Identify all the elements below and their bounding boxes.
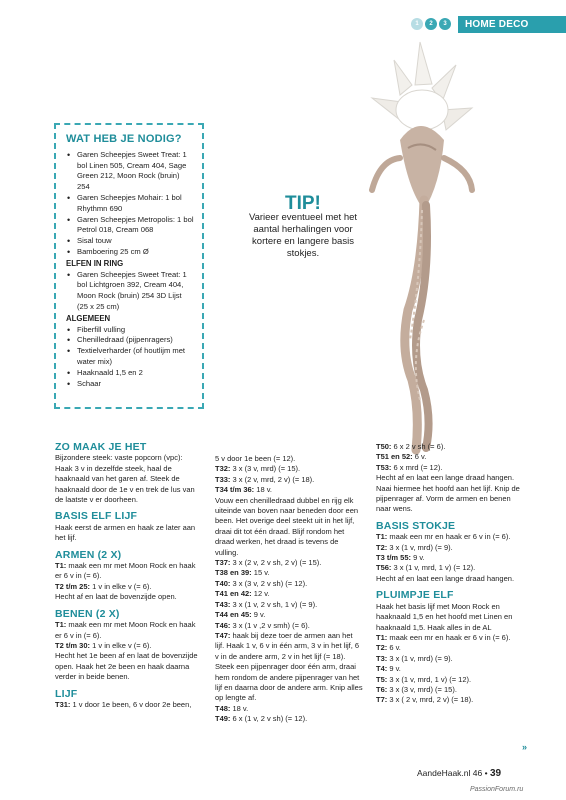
section-heading: BENEN (2 X) bbox=[55, 607, 120, 620]
row-label: T4: bbox=[376, 664, 388, 674]
list-item: • Fiberfill vulling bbox=[66, 325, 194, 336]
row-label: T32: bbox=[215, 464, 231, 474]
row-instruction bbox=[376, 695, 522, 705]
row-text: 3 x (3 v, 2 v sh) (= 12). bbox=[230, 578, 308, 588]
row-instruction bbox=[215, 589, 363, 599]
row-text: 3 x (1 v, mrd, 1 v) (= 12). bbox=[391, 563, 476, 573]
list-item: • Chenilledraad (pijpenragers) bbox=[66, 335, 194, 346]
row-label: T56: bbox=[376, 563, 392, 573]
materials-box bbox=[54, 123, 204, 409]
row-instruction bbox=[55, 700, 201, 710]
section-heading: BASIS STOKJE bbox=[376, 519, 456, 532]
row-text: maak een mr en haak er 6 v in (= 6). bbox=[387, 632, 511, 642]
row-text: 3 x (1 v, mrd) (= 9). bbox=[387, 653, 453, 663]
row-instruction bbox=[376, 463, 522, 473]
paragraph: Haak eerst de armen en haak ze later aan het lijf. bbox=[55, 522, 196, 543]
row-text: maak een mr met Moon Rock en haak er 6 v in (= 6). bbox=[55, 561, 196, 581]
section-heading: ARMEN (2 X) bbox=[55, 548, 122, 561]
row-text: 6 x (1 v, 2 v sh) (= 12). bbox=[230, 714, 308, 724]
list-item: • Haaknaald 1,5 en 2 bbox=[66, 368, 194, 379]
row-instruction bbox=[376, 442, 522, 452]
row-label: T38 en 39: bbox=[215, 568, 252, 578]
row-label: T7: bbox=[376, 695, 388, 705]
row-instruction bbox=[215, 600, 363, 610]
paragraph: Hecht het 1e been af en laat de bovenzijde open. Haak het 2e been en haak daarna verder in beide benen. bbox=[55, 651, 198, 682]
row-instruction bbox=[376, 685, 522, 695]
row-text: 6 x 2 v sh (= 6). bbox=[391, 442, 446, 451]
section-heading: PLUIMPJE ELF bbox=[376, 589, 454, 602]
row-text: 9 v. bbox=[251, 610, 266, 620]
materials-list bbox=[66, 150, 194, 258]
row-instruction bbox=[55, 582, 201, 592]
row-text: 1 v in elke v (= 6). bbox=[90, 640, 152, 650]
row-label: T47: bbox=[215, 630, 231, 640]
row-instruction bbox=[215, 714, 363, 724]
row-label: T33: bbox=[215, 474, 231, 484]
paragraph: Hecht af en laat een lange draad hangen. Naai hiermee het hoofd aan het lijf. Knip de pijpenrager af. Vorm de armen en benen naar wens. bbox=[376, 473, 520, 514]
row-instruction bbox=[215, 621, 363, 631]
continue-arrow-icon: » bbox=[522, 742, 528, 752]
row-text: 18 v. bbox=[254, 485, 272, 495]
section-heading: BASIS ELF LIJF bbox=[55, 510, 138, 523]
row-instruction bbox=[376, 664, 522, 674]
row-instruction bbox=[55, 641, 201, 651]
row-text: 3 x (2 v, mrd, 2 v) (= 18). bbox=[230, 474, 315, 484]
row-label: T46: bbox=[215, 620, 231, 630]
row-text: 9 v. bbox=[387, 664, 401, 674]
magazine-name: AandeHaak.nl 46 bbox=[417, 768, 483, 778]
row-label: T2 t/m 30: bbox=[55, 640, 91, 650]
row-text: 18 v. bbox=[230, 703, 249, 713]
materials-list-3 bbox=[66, 325, 194, 390]
page-footer bbox=[417, 768, 501, 779]
row-text: 6 v. bbox=[412, 452, 427, 462]
row-instruction bbox=[376, 563, 522, 573]
row-label: T2 t/m 25: bbox=[55, 581, 91, 591]
paragraph: Hecht af en laat de bovenzijde open. bbox=[55, 592, 177, 602]
row-instruction bbox=[376, 553, 522, 563]
row-label: T34 t/m 36: bbox=[215, 485, 255, 495]
row-text: 3 x ( 2 v, mrd, 2 v) (= 18). bbox=[387, 695, 474, 705]
row-text: 9 v. bbox=[411, 553, 425, 563]
row-label: T43: bbox=[215, 599, 231, 609]
row-text: 3 x (2 v, 2 v sh, 2 v) (= 15). bbox=[230, 558, 322, 568]
section-dot: 2 bbox=[425, 18, 437, 30]
row-instruction bbox=[215, 558, 363, 568]
row-instruction bbox=[376, 532, 522, 542]
row-instruction bbox=[376, 675, 522, 685]
paragraph: Vouw een chenilledraad dubbel en rijg elk uiteinde van boven naar beneden door een been. Het overige deel steekt uit in het lijf, draai dit tot één draad. Blijf rondom het draad werken, het draad is tevens de vulling. bbox=[215, 495, 359, 557]
row-text: 3 x (1 v, 2 v sh, 1 v) (= 9). bbox=[230, 599, 318, 609]
row-text: 12 v. bbox=[251, 589, 270, 599]
row-instruction bbox=[376, 452, 522, 462]
section-heading: ZO MAAK JE HET bbox=[55, 441, 147, 453]
row-label: T41 en 42: bbox=[215, 589, 252, 599]
row-label: T1: bbox=[376, 632, 388, 642]
row-label: T51 en 52: bbox=[376, 452, 413, 462]
page-number: 39 bbox=[489, 768, 502, 779]
row-text: 3 x (1 v ,2 v smh) (= 6). bbox=[230, 620, 310, 630]
list-item: • Garen Scheepjes Sweet Treat: 1 bol Linen 505, Cream 404, Sage Green 212, Moon Rock (bruin) 254 bbox=[66, 150, 194, 193]
row-label: T1: bbox=[55, 620, 67, 630]
row-text: 6 x mrd (= 12). bbox=[391, 462, 443, 472]
column-2 bbox=[215, 454, 363, 725]
row-instruction bbox=[215, 568, 363, 578]
row-instruction bbox=[215, 631, 363, 704]
row-text: 1 v door 1e been, 6 v door 2e been, bbox=[70, 699, 192, 709]
row-instruction bbox=[55, 620, 201, 641]
row-label: T48: bbox=[215, 703, 231, 713]
paragraph: Bijzondere steek: vaste popcorn (vpc): Haak 3 v in dezelfde steek, haal de haaknaald van het garen af. Steek de haaknaald door de 1e v en trek de lus van de laatste v er doorheen. bbox=[55, 453, 195, 505]
column-1 bbox=[55, 442, 201, 710]
row-text: 15 v. bbox=[251, 568, 270, 578]
row-label: T2: bbox=[376, 643, 388, 653]
materials-title: WAT HEB JE NODIG? bbox=[66, 133, 182, 145]
row-instruction bbox=[215, 464, 363, 474]
paragraph: 5 v door 1e been (= 12). bbox=[215, 454, 296, 463]
section-tag: HOME DECO bbox=[458, 16, 566, 33]
row-label: T31: bbox=[55, 699, 71, 709]
row-label: T50: bbox=[376, 442, 392, 451]
row-instruction bbox=[376, 654, 522, 664]
row-text: maak een mr en haak er 6 v in (= 6). bbox=[387, 532, 511, 542]
list-item: • Textielverharder (of houtlijm met water mix) bbox=[66, 346, 194, 368]
row-label: T49: bbox=[215, 714, 231, 724]
row-instruction bbox=[376, 643, 522, 653]
paragraph: Haak het basis lijf met Moon Rock en haaknaald 1,5 en het hoofd met Linen en haaknaald 1,5. Haak alles in de AL bbox=[376, 601, 513, 632]
row-label: T53: bbox=[376, 462, 392, 472]
row-label: T1: bbox=[55, 561, 67, 571]
row-label: T3: bbox=[376, 653, 388, 663]
row-text: 3 x (3 v, mrd) (= 15). bbox=[230, 464, 301, 474]
row-label: T37: bbox=[215, 558, 231, 568]
list-item: • Bamboering 25 cm Ø bbox=[66, 247, 194, 258]
row-instruction bbox=[376, 543, 522, 553]
list-item: • Garen Scheepjes Metropolis: 1 bol Petrol 018, Cream 068 bbox=[66, 215, 194, 237]
section-indicator bbox=[411, 18, 451, 30]
row-instruction bbox=[55, 561, 201, 582]
row-text: 3 x (3 v, mrd) (= 15). bbox=[387, 684, 457, 694]
watermark: PassionForum.ru bbox=[470, 786, 524, 793]
materials-list-2 bbox=[66, 270, 194, 313]
tip-title: TIP! bbox=[285, 193, 321, 214]
materials-subheading: ALGEMEEN bbox=[66, 313, 111, 323]
row-label: T3 t/m 55: bbox=[376, 553, 412, 563]
row-label: T44 en 45: bbox=[215, 610, 252, 620]
paragraph: Hecht af en laat een lange draad hangen. bbox=[376, 573, 515, 583]
footer-separator: • bbox=[484, 768, 488, 778]
row-text: maak een mr met Moon Rock en haak er 6 v in (= 6). bbox=[55, 620, 196, 640]
column-3 bbox=[376, 442, 522, 706]
row-instruction bbox=[215, 704, 363, 714]
row-instruction bbox=[215, 579, 363, 589]
row-instruction bbox=[376, 633, 522, 643]
row-text: 3 x (1 v, mrd, 1 v) (= 12). bbox=[387, 674, 472, 684]
row-text: 6 v. bbox=[387, 643, 401, 653]
list-item: • Sisal touw bbox=[66, 236, 194, 247]
crochet-elf-photo bbox=[360, 40, 490, 460]
list-item: • Schaar bbox=[66, 379, 194, 390]
row-label: T6: bbox=[376, 684, 388, 694]
section-dot: 1 bbox=[411, 18, 423, 30]
row-instruction bbox=[215, 475, 363, 485]
section-heading: LIJF bbox=[55, 687, 78, 700]
row-text: 1 v in elke v (= 6). bbox=[90, 581, 152, 591]
row-label: T5: bbox=[376, 674, 388, 684]
materials-subheading: ELFEN IN RING bbox=[66, 258, 124, 268]
tip-text: Varieer eventueel met het aantal herhalingen voor kortere en langere basis stokjes. bbox=[248, 212, 358, 259]
row-text: haak bij deze toer de armen aan het lijf. Haak 1 v, 6 v in één arm, 3 v in het lijf, 6 v in de andere arm, 2 v in het lijf (= 18). Steek een pijpenrager door één arm, draai hem rondom de andere pijpenrager van het lijf en daarna door de andere arm. Knip alles op lengte af. bbox=[215, 630, 363, 703]
row-label: T2: bbox=[376, 542, 388, 552]
row-text: 3 x (1 v, mrd) (= 9). bbox=[387, 542, 453, 552]
list-item: • Garen Scheepjes Mohair: 1 bol Rhythmn 690 bbox=[66, 193, 194, 215]
list-item: • Garen Scheepjes Sweet Treat: 1 bol Lichtgroen 392, Cream 404, Moon Rock (bruin) 254 3D Lijst (25 x 25 cm) bbox=[66, 270, 194, 313]
row-instruction bbox=[215, 485, 363, 495]
row-label: T40: bbox=[215, 578, 231, 588]
section-dot: 3 bbox=[439, 18, 451, 30]
row-instruction bbox=[215, 610, 363, 620]
row-label: T1: bbox=[376, 532, 388, 542]
